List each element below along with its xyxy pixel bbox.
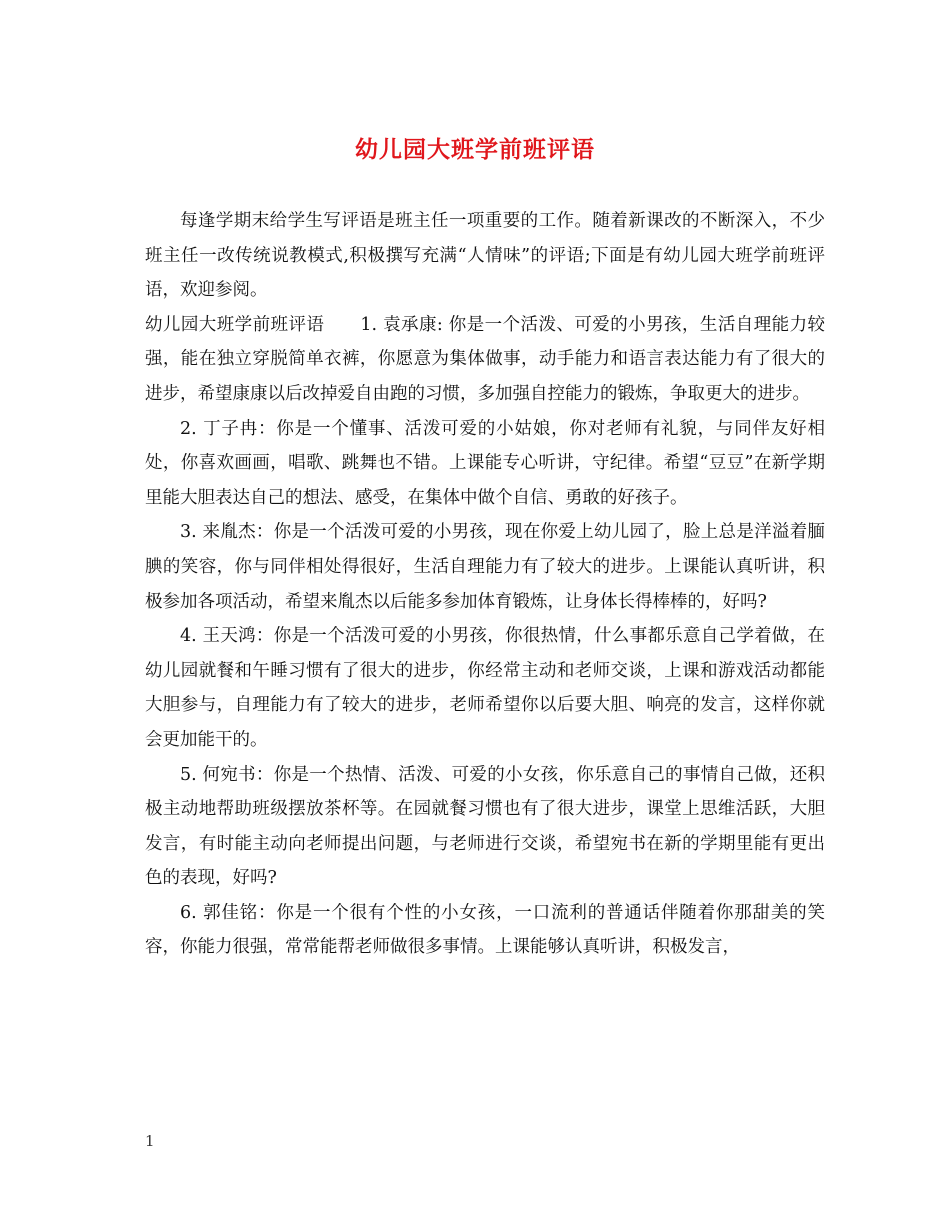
- comment-paragraph-2: 2. 丁子冉：你是一个懂事、活泼可爱的小姑娘，你对老师有礼貌，与同伴友好相处，你喜欢画画，唱歌、跳舞也不错。上课能专心听讲，守纪律。希望“豆豆”在新学期里能大胆表达自己的想法、感受，在集体中做个自信、勇敢的好孩子。: [145, 418, 825, 508]
- comment-paragraph-3: 3. 来胤杰：你是一个活泼可爱的小男孩，现在你爱上幼儿园了，脸上总是洋溢着腼腆的笑容，你与同伴相处得很好，生活自理能力有了较大的进步。上课能认真听讲，积极参加各项活动，希望来胤杰以后能多参加体育锻炼，让身体长得棒棒的，好吗?: [145, 522, 825, 612]
- section-heading: 幼儿园大班学前班评语: [145, 314, 325, 335]
- comment-paragraph-5: 5. 何宛书：你是一个热情、活泼、可爱的小女孩，你乐意自己的事情自己做，还积极主动地帮助班级摆放茶杯等。在园就餐习惯也有了很大进步，课堂上思维活跃，大胆发言，有时能主动向老师提出问题，与老师进行交谈，希望宛书在新的学期里能有更出色的表现，好吗?: [145, 764, 825, 889]
- document-title: 幼儿园大班学前班评语: [355, 136, 595, 163]
- comment-paragraph-1: [145, 308, 825, 412]
- comment-paragraph-4: 4. 王天鸿：你是一个活泼可爱的小男孩，你很热情，什么事都乐意自己学着做，在幼儿园就餐和午睡习惯有了很大的进步，你经常主动和老师交谈，上课和游戏活动都能大胆参与，自理能力有了较大的进步，老师希望你以后要大胆、响亮的发言，这样你就会更加能干的。: [145, 626, 825, 750]
- document-body: [145, 204, 825, 965]
- comment-text-1: 1. 袁承康: 你是一个活泼、可爱的小男孩，生活自理能力较强，能在独立穿脱简单衣裤，你愿意为集体做事，动手能力和语言表达能力有了很大的进步，希望康康以后改掉爱自由跑的习惯，多加强自控能力的锻炼，争取更大的进步。: [145, 314, 826, 404]
- comment-paragraph-6: 6. 郭佳铭：你是一个很有个性的小女孩，一口流利的普通话伴随着你那甜美的笑容，你能力很强，常常能帮老师做很多事情。上课能够认真听讲，积极发言，: [145, 902, 825, 958]
- intro-paragraph: 每逢学期末给学生写评语是班主任一项重要的工作。随着新课改的不断深入，不少班主任一改传统说教模式,积极撰写充满“人情味”的评语;下面是有幼儿园大班学前班评语，欢迎参阅。: [145, 211, 825, 301]
- page-number: 1: [145, 1132, 155, 1150]
